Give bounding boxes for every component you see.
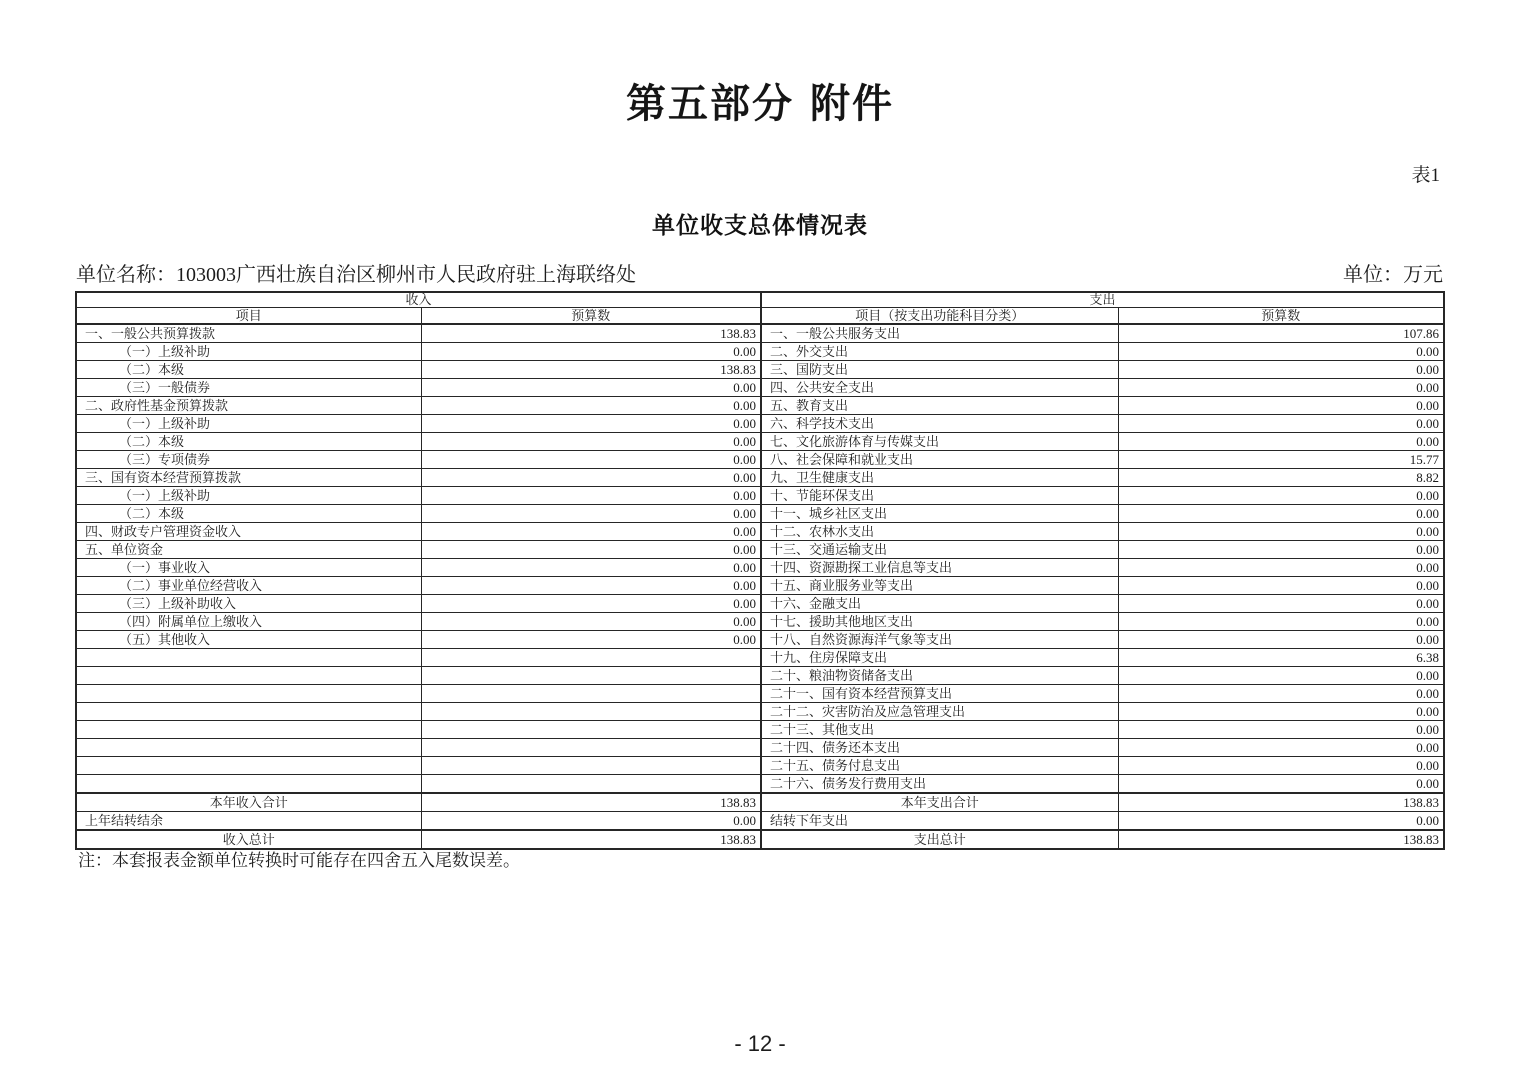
expense-section-header: 支出: [761, 292, 1444, 308]
income-budget-cell: [421, 685, 761, 703]
expense-item-cell: 本年支出合计: [761, 793, 1118, 812]
income-item-cell: [76, 649, 421, 667]
income-budget-cell: 0.00: [421, 379, 761, 397]
income-item-cell: （三）专项债券: [76, 451, 421, 469]
expense-item-column-header: 项目（按支出功能科目分类）: [761, 308, 1118, 325]
expense-budget-cell: 0.00: [1118, 631, 1444, 649]
table-title: 单位收支总体情况表: [652, 213, 868, 238]
expense-budget-cell: 107.86: [1118, 324, 1444, 343]
income-item-cell: （一）上级补助: [76, 415, 421, 433]
expense-item-cell: 十九、住房保障支出: [761, 649, 1118, 667]
income-budget-cell: 138.83: [421, 793, 761, 812]
table-row: [76, 324, 1444, 343]
expense-budget-cell: 0.00: [1118, 775, 1444, 794]
table-row: [76, 631, 1444, 649]
income-budget-cell: [421, 667, 761, 685]
table-row: [76, 595, 1444, 613]
income-budget-cell: [421, 703, 761, 721]
income-item-cell: （二）本级: [76, 433, 421, 451]
income-item-cell: （一）上级补助: [76, 487, 421, 505]
table-row: [76, 559, 1444, 577]
income-item-cell: [76, 775, 421, 794]
income-budget-cell: 0.00: [421, 505, 761, 523]
table-tag: 表1: [1411, 165, 1440, 186]
expense-item-cell: 十五、商业服务业等支出: [761, 577, 1118, 595]
expense-item-cell: 二、外交支出: [761, 343, 1118, 361]
table-row: [76, 523, 1444, 541]
table-row: [76, 343, 1444, 361]
page-title: 第五部分 附件: [626, 81, 894, 127]
expense-item-cell: 十六、金融支出: [761, 595, 1118, 613]
income-item-cell: （三）上级补助收入: [76, 595, 421, 613]
income-budget-cell: 0.00: [421, 451, 761, 469]
income-item-cell: （二）本级: [76, 361, 421, 379]
expense-item-cell: 七、文化旅游体育与传媒支出: [761, 433, 1118, 451]
income-item-cell: 三、国有资本经营预算拨款: [76, 469, 421, 487]
income-budget-cell: 0.00: [421, 415, 761, 433]
expense-item-cell: 二十三、其他支出: [761, 721, 1118, 739]
income-item-cell: 上年结转结余: [76, 812, 421, 831]
expense-budget-cell: 0.00: [1118, 577, 1444, 595]
table-row: [76, 505, 1444, 523]
table-row: [76, 469, 1444, 487]
table-row: [76, 685, 1444, 703]
income-item-cell: （四）附属单位上缴收入: [76, 613, 421, 631]
income-budget-cell: 0.00: [421, 631, 761, 649]
income-item-cell: 二、政府性基金预算拨款: [76, 397, 421, 415]
income-budget-cell: 0.00: [421, 343, 761, 361]
table-row: [76, 577, 1444, 595]
income-budget-cell: 138.83: [421, 830, 761, 849]
unit-name-text: 单位名称：103003广西壮族自治区柳州市人民政府驻上海联络处: [76, 264, 636, 286]
income-item-cell: [76, 739, 421, 757]
income-budget-cell: 0.00: [421, 469, 761, 487]
unit-of-measure-text: 单位：万元: [1343, 264, 1443, 286]
expense-item-cell: 三、国防支出: [761, 361, 1118, 379]
table-row: [76, 703, 1444, 721]
income-budget-cell: 0.00: [421, 595, 761, 613]
income-item-cell: （三）一般债券: [76, 379, 421, 397]
income-item-cell: （五）其他收入: [76, 631, 421, 649]
expense-item-cell: 十四、资源勘探工业信息等支出: [761, 559, 1118, 577]
income-item-cell: （一）事业收入: [76, 559, 421, 577]
income-budget-cell: 0.00: [421, 812, 761, 831]
table-row: [76, 775, 1444, 794]
section-header-row: [76, 292, 1444, 308]
table-row: [76, 793, 1444, 812]
expense-item-cell: 六、科学技术支出: [761, 415, 1118, 433]
expense-item-cell: 九、卫生健康支出: [761, 469, 1118, 487]
table-row: [76, 415, 1444, 433]
income-item-cell: 一、一般公共预算拨款: [76, 324, 421, 343]
expense-budget-cell: 0.00: [1118, 613, 1444, 631]
income-item-column-header: 项目: [76, 308, 421, 325]
income-item-cell: （二）事业单位经营收入: [76, 577, 421, 595]
expense-budget-cell: 0.00: [1118, 739, 1444, 757]
expense-budget-cell: 0.00: [1118, 361, 1444, 379]
expense-budget-cell: 0.00: [1118, 505, 1444, 523]
table-row: [76, 667, 1444, 685]
income-budget-column-header: 预算数: [421, 308, 761, 325]
income-budget-cell: 0.00: [421, 487, 761, 505]
income-item-cell: 五、单位资金: [76, 541, 421, 559]
expense-budget-cell: 138.83: [1118, 793, 1444, 812]
expense-budget-column-header: 预算数: [1118, 308, 1444, 325]
expense-item-cell: 四、公共安全支出: [761, 379, 1118, 397]
income-budget-cell: 0.00: [421, 433, 761, 451]
expense-budget-cell: 138.83: [1118, 830, 1444, 849]
expense-budget-cell: 0.00: [1118, 595, 1444, 613]
expense-item-cell: 十、节能环保支出: [761, 487, 1118, 505]
table-row: [76, 379, 1444, 397]
income-item-cell: 本年收入合计: [76, 793, 421, 812]
expense-item-cell: 八、社会保障和就业支出: [761, 451, 1118, 469]
expense-budget-cell: 0.00: [1118, 721, 1444, 739]
expense-item-cell: 十七、援助其他地区支出: [761, 613, 1118, 631]
expense-budget-cell: 0.00: [1118, 667, 1444, 685]
table-row: [76, 613, 1444, 631]
expense-item-cell: 支出总计: [761, 830, 1118, 849]
income-budget-cell: 138.83: [421, 324, 761, 343]
expense-budget-cell: 0.00: [1118, 703, 1444, 721]
income-item-cell: （二）本级: [76, 505, 421, 523]
income-budget-cell: [421, 757, 761, 775]
expense-item-cell: 十八、自然资源海洋气象等支出: [761, 631, 1118, 649]
expense-budget-cell: 0.00: [1118, 757, 1444, 775]
expense-budget-cell: 15.77: [1118, 451, 1444, 469]
income-budget-cell: [421, 721, 761, 739]
income-budget-cell: 0.00: [421, 523, 761, 541]
income-budget-cell: 0.00: [421, 541, 761, 559]
table-row: [76, 487, 1444, 505]
income-budget-cell: 0.00: [421, 613, 761, 631]
budget-summary-table: [75, 291, 1445, 850]
income-budget-cell: 0.00: [421, 559, 761, 577]
expense-item-cell: 二十六、债务发行费用支出: [761, 775, 1118, 794]
income-item-cell: 收入总计: [76, 830, 421, 849]
table-row: [76, 361, 1444, 379]
income-budget-cell: 0.00: [421, 577, 761, 595]
expense-budget-cell: 0.00: [1118, 415, 1444, 433]
expense-item-cell: 二十二、灾害防治及应急管理支出: [761, 703, 1118, 721]
expense-item-cell: 结转下年支出: [761, 812, 1118, 831]
footnote: 注：本套报表金额单位转换时可能存在四舍五入尾数误差。: [78, 851, 520, 870]
income-budget-cell: [421, 649, 761, 667]
table-row: [76, 812, 1444, 831]
table-row: [76, 649, 1444, 667]
page-number: - 12 -: [734, 1031, 786, 1056]
income-item-cell: [76, 721, 421, 739]
expense-item-cell: 二十一、国有资本经营预算支出: [761, 685, 1118, 703]
expense-budget-cell: 0.00: [1118, 343, 1444, 361]
expense-item-cell: 二十、粮油物资储备支出: [761, 667, 1118, 685]
table-row: [76, 433, 1444, 451]
unit-line: [76, 258, 1443, 287]
income-item-cell: [76, 685, 421, 703]
table-row: [76, 721, 1444, 739]
expense-item-cell: 十三、交通运输支出: [761, 541, 1118, 559]
expense-item-cell: 十一、城乡社区支出: [761, 505, 1118, 523]
table-row: [76, 541, 1444, 559]
income-item-cell: 四、财政专户管理资金收入: [76, 523, 421, 541]
expense-budget-cell: 0.00: [1118, 812, 1444, 831]
expense-item-cell: 二十四、债务还本支出: [761, 739, 1118, 757]
income-item-cell: [76, 757, 421, 775]
column-header-row: [76, 308, 1444, 325]
income-budget-cell: 138.83: [421, 361, 761, 379]
income-section-header: 收入: [76, 292, 761, 308]
expense-budget-cell: 0.00: [1118, 487, 1444, 505]
expense-budget-cell: 6.38: [1118, 649, 1444, 667]
income-budget-cell: [421, 775, 761, 794]
expense-budget-cell: 0.00: [1118, 397, 1444, 415]
expense-item-cell: 二十五、债务付息支出: [761, 757, 1118, 775]
table-row: [76, 451, 1444, 469]
income-item-cell: （一）上级补助: [76, 343, 421, 361]
expense-budget-cell: 0.00: [1118, 685, 1444, 703]
table-row: [76, 397, 1444, 415]
expense-budget-cell: 0.00: [1118, 433, 1444, 451]
expense-budget-cell: 8.82: [1118, 469, 1444, 487]
table-row: [76, 739, 1444, 757]
income-budget-cell: [421, 739, 761, 757]
expense-budget-cell: 0.00: [1118, 379, 1444, 397]
expense-budget-cell: 0.00: [1118, 541, 1444, 559]
table-row: [76, 757, 1444, 775]
expense-budget-cell: 0.00: [1118, 559, 1444, 577]
expense-item-cell: 五、教育支出: [761, 397, 1118, 415]
income-budget-cell: 0.00: [421, 397, 761, 415]
expense-item-cell: 十二、农林水支出: [761, 523, 1118, 541]
income-item-cell: [76, 667, 421, 685]
expense-item-cell: 一、一般公共服务支出: [761, 324, 1118, 343]
expense-budget-cell: 0.00: [1118, 523, 1444, 541]
income-item-cell: [76, 703, 421, 721]
